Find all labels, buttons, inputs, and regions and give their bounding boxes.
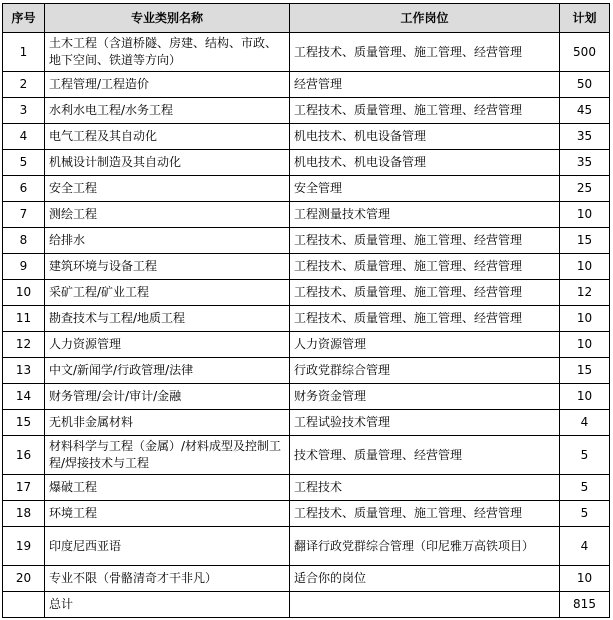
cell-plan: 12 — [560, 280, 610, 306]
table-row — [3, 176, 610, 202]
total-cell-no — [3, 592, 45, 618]
cell-plan: 10 — [560, 202, 610, 228]
cell-major: 测绘工程 — [45, 202, 290, 228]
table-row — [3, 150, 610, 176]
cell-plan: 5 — [560, 436, 610, 475]
recruitment-plan-table — [2, 3, 610, 618]
cell-plan: 5 — [560, 501, 610, 527]
cell-plan: 15 — [560, 228, 610, 254]
table-row — [3, 202, 610, 228]
cell-plan: 35 — [560, 150, 610, 176]
table-row — [3, 410, 610, 436]
table-row — [3, 33, 610, 72]
cell-no: 2 — [3, 72, 45, 98]
cell-no: 9 — [3, 254, 45, 280]
table-row — [3, 254, 610, 280]
cell-no: 16 — [3, 436, 45, 475]
cell-position: 工程技术 — [290, 475, 560, 501]
cell-plan: 10 — [560, 384, 610, 410]
cell-no: 15 — [3, 410, 45, 436]
cell-plan: 4 — [560, 527, 610, 566]
header-no: 序号 — [3, 4, 45, 33]
cell-plan: 15 — [560, 358, 610, 384]
cell-major: 水利水电工程/水务工程 — [45, 98, 290, 124]
cell-position: 经营管理 — [290, 72, 560, 98]
cell-no: 3 — [3, 98, 45, 124]
table-row — [3, 280, 610, 306]
cell-position: 工程技术、质量管理、施工管理、经营管理 — [290, 306, 560, 332]
cell-plan: 10 — [560, 332, 610, 358]
cell-major: 中文/新闻学/行政管理/法律 — [45, 358, 290, 384]
table-row — [3, 384, 610, 410]
cell-no: 1 — [3, 33, 45, 72]
cell-no: 5 — [3, 150, 45, 176]
cell-position: 适合你的岗位 — [290, 566, 560, 592]
table-row — [3, 228, 610, 254]
cell-position: 工程技术、质量管理、施工管理、经营管理 — [290, 501, 560, 527]
cell-plan: 10 — [560, 306, 610, 332]
cell-plan: 500 — [560, 33, 610, 72]
cell-plan: 45 — [560, 98, 610, 124]
cell-no: 18 — [3, 501, 45, 527]
table-body — [3, 33, 610, 618]
total-cell-plan: 815 — [560, 592, 610, 618]
cell-major: 电气工程及其自动化 — [45, 124, 290, 150]
cell-major: 环境工程 — [45, 501, 290, 527]
table-row — [3, 358, 610, 384]
cell-major: 材料科学与工程（金属）/材料成型及控制工程/焊接技术与工程 — [45, 436, 290, 475]
total-row — [3, 592, 610, 618]
cell-position: 工程技术、质量管理、施工管理、经营管理 — [290, 228, 560, 254]
cell-plan: 25 — [560, 176, 610, 202]
header-plan: 计划 — [560, 4, 610, 33]
cell-position: 工程技术、质量管理、施工管理、经营管理 — [290, 33, 560, 72]
header-major: 专业类别名称 — [45, 4, 290, 33]
cell-major: 工程管理/工程造价 — [45, 72, 290, 98]
cell-position: 工程技术、质量管理、施工管理、经营管理 — [290, 254, 560, 280]
cell-position: 翻译行政党群综合管理（印尼雅万高铁项目） — [290, 527, 560, 566]
cell-no: 4 — [3, 124, 45, 150]
cell-plan: 4 — [560, 410, 610, 436]
cell-no: 19 — [3, 527, 45, 566]
cell-no: 14 — [3, 384, 45, 410]
cell-position: 技术管理、质量管理、经营管理 — [290, 436, 560, 475]
total-cell-major: 总计 — [45, 592, 290, 618]
cell-plan: 10 — [560, 566, 610, 592]
cell-major: 给排水 — [45, 228, 290, 254]
cell-major: 专业不限（骨骼清奇才干非凡） — [45, 566, 290, 592]
cell-major: 人力资源管理 — [45, 332, 290, 358]
cell-no: 13 — [3, 358, 45, 384]
cell-position: 机电技术、机电设备管理 — [290, 150, 560, 176]
cell-position: 工程测量技术管理 — [290, 202, 560, 228]
cell-no: 7 — [3, 202, 45, 228]
cell-position: 财务资金管理 — [290, 384, 560, 410]
cell-no: 10 — [3, 280, 45, 306]
cell-major: 印度尼西亚语 — [45, 527, 290, 566]
cell-plan: 35 — [560, 124, 610, 150]
cell-position: 机电技术、机电设备管理 — [290, 124, 560, 150]
table-row — [3, 566, 610, 592]
cell-plan: 5 — [560, 475, 610, 501]
table-row — [3, 124, 610, 150]
total-cell-position — [290, 592, 560, 618]
cell-no: 6 — [3, 176, 45, 202]
cell-major: 机械设计制造及其自动化 — [45, 150, 290, 176]
cell-position: 工程技术、质量管理、施工管理、经营管理 — [290, 98, 560, 124]
cell-major: 勘查技术与工程/地质工程 — [45, 306, 290, 332]
cell-no: 8 — [3, 228, 45, 254]
cell-major: 土木工程（含道桥隧、房建、结构、市政、地下空间、铁道等方向） — [45, 33, 290, 72]
cell-major: 建筑环境与设备工程 — [45, 254, 290, 280]
header-position: 工作岗位 — [290, 4, 560, 33]
cell-major: 爆破工程 — [45, 475, 290, 501]
cell-no: 20 — [3, 566, 45, 592]
cell-major: 采矿工程/矿业工程 — [45, 280, 290, 306]
cell-position: 工程技术、质量管理、施工管理、经营管理 — [290, 280, 560, 306]
cell-no: 12 — [3, 332, 45, 358]
cell-plan: 50 — [560, 72, 610, 98]
table-row — [3, 475, 610, 501]
cell-position: 行政党群综合管理 — [290, 358, 560, 384]
cell-plan: 10 — [560, 254, 610, 280]
table-row — [3, 527, 610, 566]
table-row — [3, 72, 610, 98]
cell-no: 11 — [3, 306, 45, 332]
cell-no: 17 — [3, 475, 45, 501]
table-row — [3, 436, 610, 475]
table-row — [3, 501, 610, 527]
cell-major: 无机非金属材料 — [45, 410, 290, 436]
cell-position: 工程试验技术管理 — [290, 410, 560, 436]
cell-position: 人力资源管理 — [290, 332, 560, 358]
cell-major: 安全工程 — [45, 176, 290, 202]
header-row — [3, 4, 610, 33]
table-row — [3, 98, 610, 124]
cell-major: 财务管理/会计/审计/金融 — [45, 384, 290, 410]
table-row — [3, 332, 610, 358]
table-row — [3, 306, 610, 332]
cell-position: 安全管理 — [290, 176, 560, 202]
